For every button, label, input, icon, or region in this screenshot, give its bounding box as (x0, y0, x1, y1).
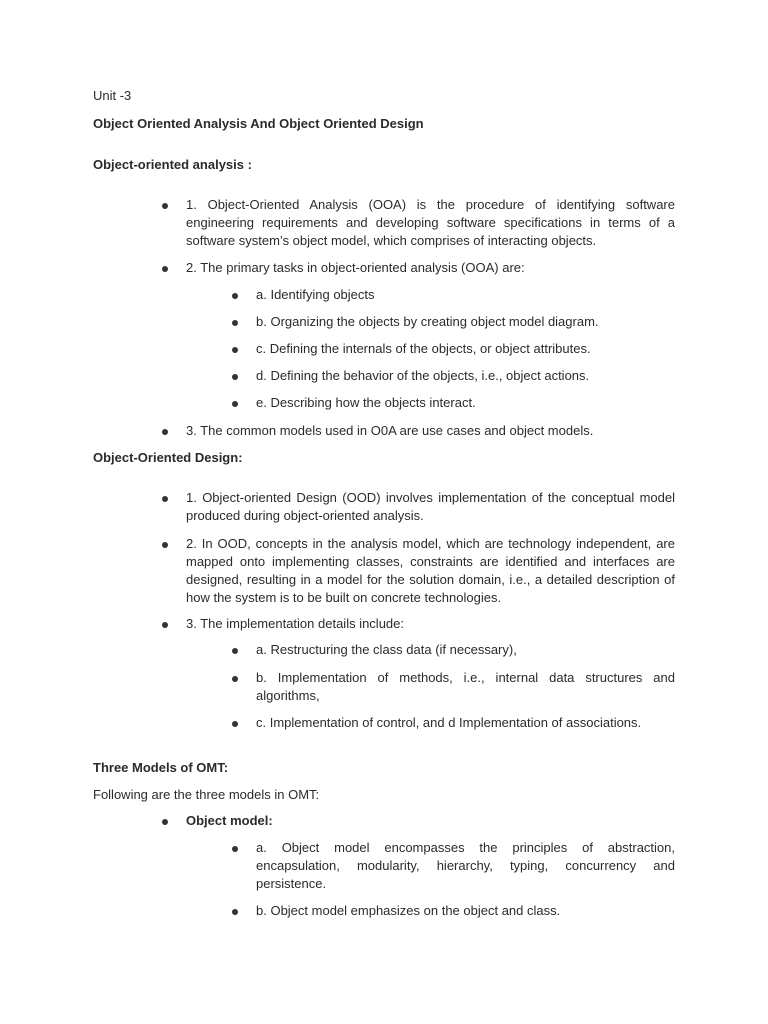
ooa-task-b: b. Organizing the objects by creating object model diagram. (256, 314, 599, 329)
bullet-icon (162, 266, 168, 272)
bullet-icon (232, 347, 238, 353)
omt-intro: Following are the three models in OMT: (93, 787, 320, 802)
bullet-icon (232, 676, 238, 682)
bullet-icon (162, 819, 168, 825)
ood-point-3: 3. The implementation details include: (186, 616, 404, 631)
bullet-icon (232, 293, 238, 299)
ood-point-1: 1. Object-oriented Design (OOD) involves implementation of the conceptual model produced during object-oriented analysis. (186, 490, 675, 523)
bullet-icon (162, 203, 168, 209)
bullet-icon (162, 542, 168, 548)
ood-detail-a: a. Restructuring the class data (if necessary), (256, 642, 517, 657)
ooa-task-a: a. Identifying objects (256, 287, 375, 302)
object-model-point-b: b. Object model emphasizes on the object and class. (256, 903, 561, 918)
bullet-icon (232, 374, 238, 380)
bullet-icon (232, 320, 238, 326)
ood-detail-c: c. Implementation of control, and d Implementation of associations. (256, 715, 642, 730)
omt-heading: Three Models of OMT: (93, 760, 229, 775)
bullet-icon (232, 401, 238, 407)
ooa-task-d: d. Defining the behavior of the objects, i.e., object actions. (256, 368, 590, 383)
ooa-heading: Object-oriented analysis : (93, 157, 252, 172)
ood-point-2: 2. In OOD, concepts in the analysis model, which are technology independent, are mapped onto implementing classes, constraints are identified and interfaces are designed, resulting in a model for the solution domain, i.e., a detailed description of how the system is to be built on concrete technologies. (186, 536, 675, 605)
ood-detail-b: b. Implementation of methods, i.e., internal data structures and algorithms, (256, 670, 675, 703)
bullet-icon (232, 721, 238, 727)
ooa-task-e: e. Describing how the objects interact. (256, 395, 476, 410)
bullet-icon (162, 622, 168, 628)
ood-heading: Object-Oriented Design: (93, 450, 243, 465)
ooa-point-1: 1. Object-Oriented Analysis (OOA) is the procedure of identifying software engineering requirements and developing software specifications in terms of a software system’s object model, which comprises of interacting objects. (186, 197, 675, 248)
bullet-icon (162, 496, 168, 502)
document-title: Object Oriented Analysis And Object Oriented Design (93, 116, 424, 131)
bullet-icon (162, 429, 168, 435)
ooa-point-3: 3. The common models used in O0A are use cases and object models. (186, 423, 594, 438)
ooa-point-2: 2. The primary tasks in object-oriented analysis (OOA) are: (186, 260, 525, 275)
ooa-task-c: c. Defining the internals of the objects, or object attributes. (256, 341, 591, 356)
object-model-label: Object model: (186, 813, 273, 828)
bullet-icon (232, 846, 238, 852)
object-model-point-a: a. Object model encompasses the principles of abstraction, encapsulation, modularity, hierarchy, typing, concurrency and persistence. (256, 840, 675, 891)
bullet-icon (232, 648, 238, 654)
unit-label: Unit -3 (93, 88, 132, 103)
bullet-icon (232, 909, 238, 915)
